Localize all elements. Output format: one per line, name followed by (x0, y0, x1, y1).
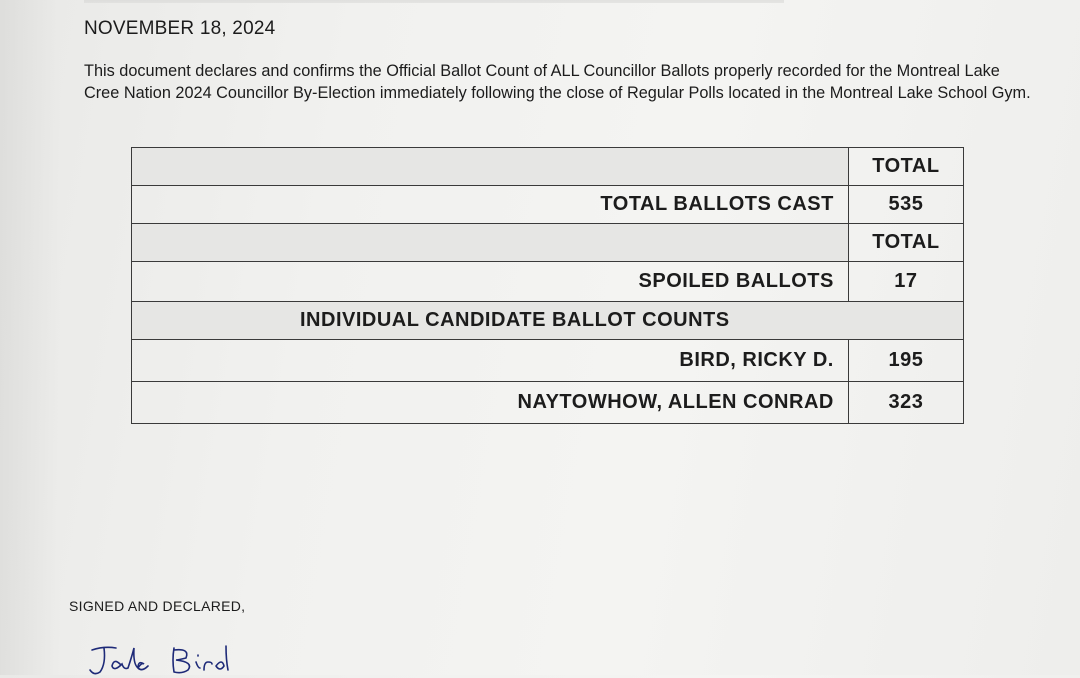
table-row (132, 262, 964, 302)
candidate-name: BIRD, RICKY D. (132, 340, 849, 382)
ballots-cast-value: 535 (848, 186, 963, 224)
table-row (132, 340, 964, 382)
table-row (132, 186, 964, 224)
total-column-header: TOTAL (848, 224, 963, 262)
blank-cell (132, 224, 849, 262)
candidates-section-header: INDIVIDUAL CANDIDATE BALLOT COUNTS (132, 302, 964, 340)
candidate-name: NAYTOWHOW, ALLEN CONRAD (132, 382, 849, 424)
table-row (132, 382, 964, 424)
ballots-cast-label: TOTAL BALLOTS CAST (132, 186, 849, 224)
candidate-votes: 195 (848, 340, 963, 382)
handwritten-signature (86, 642, 256, 678)
blank-cell (132, 148, 849, 186)
table-row (132, 148, 964, 186)
signed-declared-label: SIGNED AND DECLARED, (69, 598, 246, 614)
spoiled-ballots-value: 17 (848, 262, 963, 302)
table-row (132, 224, 964, 262)
ballot-count-table (131, 147, 964, 424)
intro-paragraph: This document declares and confirms the Official Ballot Count of ALL Councillor Ballots properly recorded for the Montreal Lake Cree Nation 2024 Councillor By-Election immediately following the close of Regular Polls located in the Montreal Lake School Gym. (84, 62, 1031, 102)
spoiled-ballots-label: SPOILED BALLOTS (132, 262, 849, 302)
cropped-heading-line (84, 0, 784, 3)
candidate-votes: 323 (848, 382, 963, 424)
paper-shadow (0, 0, 60, 675)
total-column-header: TOTAL (848, 148, 963, 186)
table-row (132, 302, 964, 340)
document-date: NOVEMBER 18, 2024 (84, 18, 276, 39)
